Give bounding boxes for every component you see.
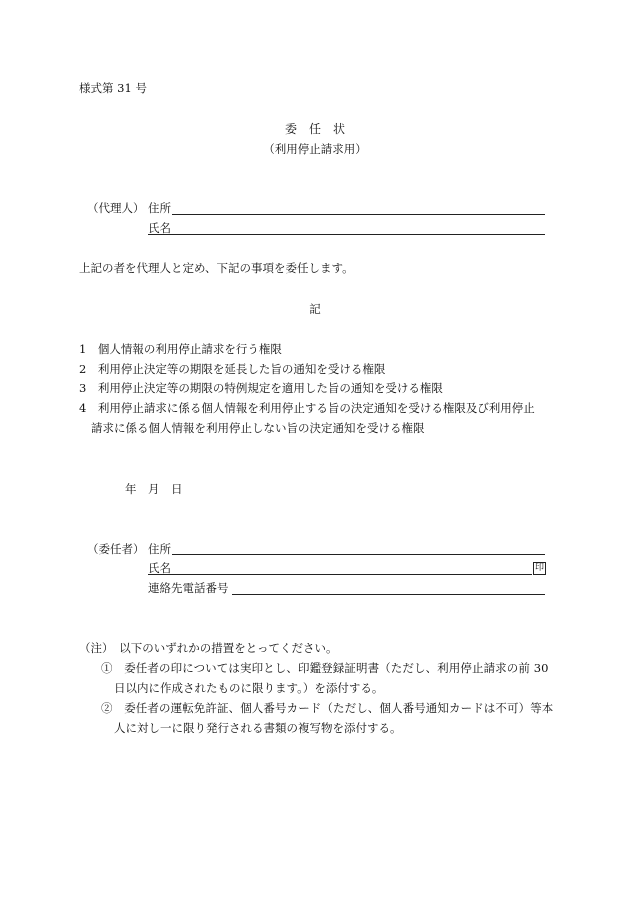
list-item: 2 利用停止決定等の期限を延長した旨の通知を受ける権限 xyxy=(79,362,386,376)
principal-name-line[interactable] xyxy=(148,574,532,575)
agent-label: （代理人） xyxy=(87,201,145,215)
seal-box: 印 xyxy=(534,563,544,573)
principal-name-label: 氏名 xyxy=(148,561,171,575)
list-item: 請求に係る個人情報を利用停止しない旨の決定通知を受ける権限 xyxy=(91,421,425,435)
form-number: 様式第 31 号 xyxy=(79,81,147,95)
notes-header: （注） 以下のいずれかの措置をとってください。 xyxy=(79,641,338,655)
agent-address-label: 住所 xyxy=(148,201,171,215)
note-1-line-2: 日以内に作成されたものに限ります。）を添付する。 xyxy=(114,681,384,695)
ki-heading: 記 xyxy=(309,302,321,316)
document-subtitle: （利用停止請求用） xyxy=(263,142,367,156)
principal-label: （委任者） xyxy=(87,542,145,556)
document-title: 委 任 状 xyxy=(284,122,345,136)
note-2-line-1: ② 委任者の運転免許証、個人番号カード（ただし、個人番号通知カードは不可）等本 xyxy=(101,701,554,715)
agent-address-line[interactable] xyxy=(172,214,545,215)
agent-name-label: 氏名 xyxy=(148,221,171,235)
agent-name-line[interactable] xyxy=(148,234,545,235)
principal-phone-line[interactable] xyxy=(232,594,545,595)
note-1-line-1: ① 委任者の印については実印とし、印鑑登録証明書（ただし、利用停止請求の前 30 xyxy=(101,661,549,675)
date-line: 年 月 日 xyxy=(125,482,183,496)
list-item: 3 利用停止決定等の期限の特例規定を適用した旨の通知を受ける権限 xyxy=(79,381,443,395)
intro-text: 上記の者を代理人と定め、下記の事項を委任します。 xyxy=(79,261,354,275)
list-item: 4 利用停止請求に係る個人情報を利用停止する旨の決定通知を受ける権限及び利用停止 xyxy=(79,401,535,415)
principal-phone-label: 連絡先電話番号 xyxy=(148,581,229,595)
note-2-line-2: 人に対し一に限り発行される書類の複写物を添付する。 xyxy=(114,721,402,735)
principal-address-label: 住所 xyxy=(148,542,171,556)
list-item: 1 個人情報の利用停止請求を行う権限 xyxy=(79,342,282,356)
principal-address-line[interactable] xyxy=(172,554,545,555)
